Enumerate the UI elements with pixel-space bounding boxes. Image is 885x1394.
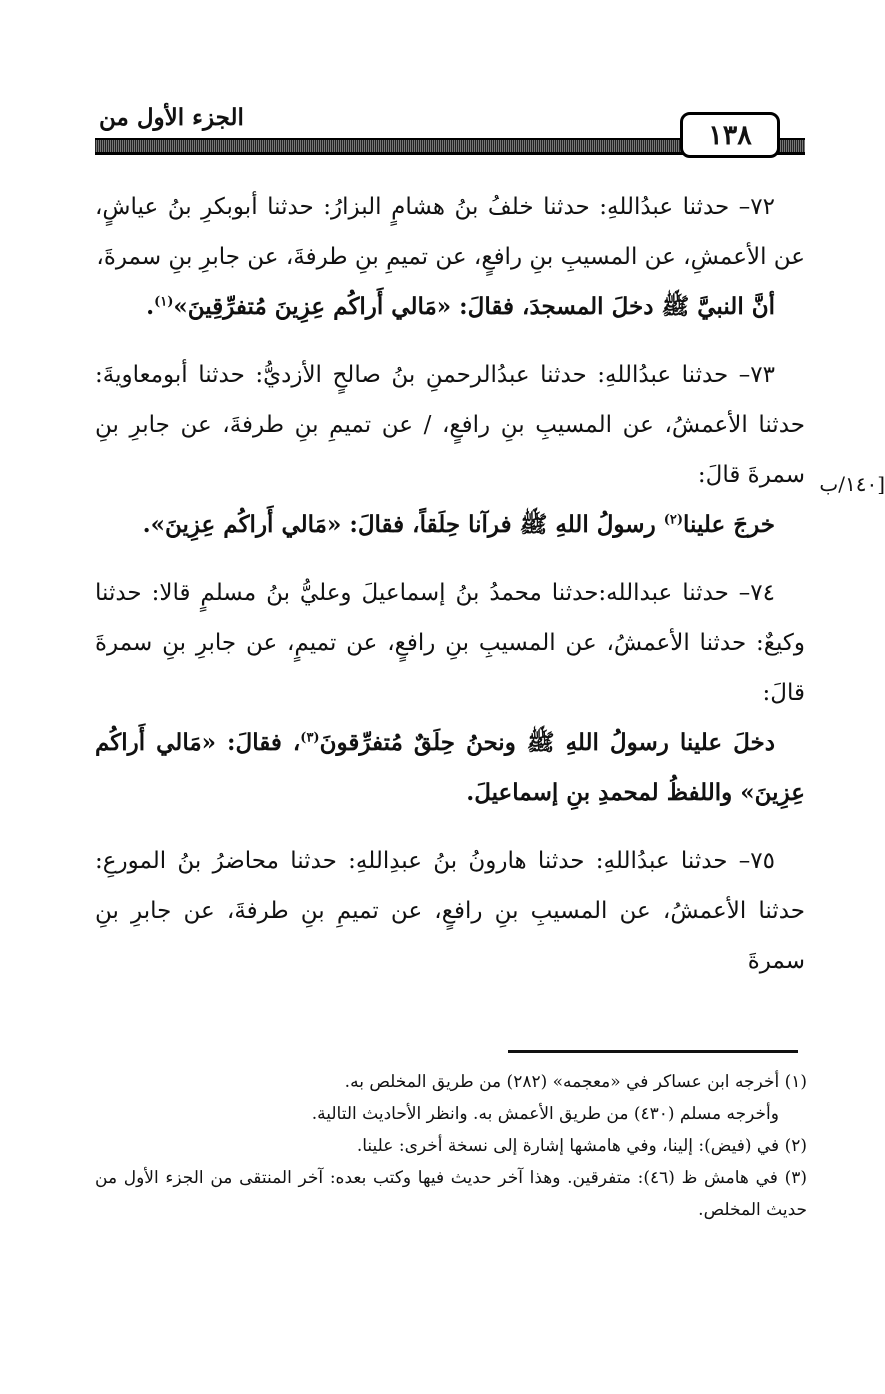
hadith-73-matn [95, 500, 805, 550]
footnote-1-cont: وأخرجه مسلم (٤٣٠) من طريق الأعمش به. وانظر الأحاديث التالية. [311, 1104, 779, 1124]
footnote-separator [508, 1050, 798, 1053]
main-text [95, 182, 805, 1004]
hadith-73-matn-b: رسولُ اللهِ ﷺ فرآنا حِلَقاً، فقالَ: «مَالي أَراكُم عِزِينَ». [142, 511, 656, 538]
footnote-2: (٢) في (فيض): إلينا، وفي هامشها إشارة إلى نسخة أخرى: علينا. [356, 1136, 807, 1156]
footnote-1: (١) أخرجه ابن عساكر في «معجمه» (٢٨٢) من طريق المخلص به. [344, 1072, 807, 1092]
hadith-73-isnad [95, 350, 805, 500]
hadith-73-isnad-b: عن تميمِ بنِ طرفةَ، عن جابرِ بنِ سمرةَ قالَ: [95, 412, 805, 488]
footnote-3: (٣) في هامش ظ (٤٦): متفرقين. وهذا آخر حديث فيها وكتب بعده: آخر المنتقى من الجزء الأول من حديث المخلص. [95, 1168, 807, 1220]
hadith-75 [95, 836, 805, 986]
manuscript-folio-note: ١٤٠/ب] [819, 472, 885, 496]
hadith-72-matn-end: . [146, 293, 155, 320]
hadith-72 [95, 182, 805, 332]
hadith-73-matn-a: خرجَ علينا [683, 511, 775, 538]
hadith-73 [95, 350, 805, 550]
hadith-74-matn [95, 718, 805, 818]
hadith-72-matn [95, 282, 805, 332]
page-number: ١٣٨ [708, 119, 752, 151]
page-header [95, 104, 805, 158]
footnote-ref-1[interactable]: (١) [154, 294, 174, 310]
footnotes [95, 1066, 807, 1226]
hadith-74-matn-b: ، فقالَ: «مَالي أَراكُم عِزِينَ» واللفظُ لمحمدِ بنِ إسماعيلَ. [95, 729, 805, 806]
hadith-75-isnad: ٧٥– حدثنا عبدُاللهِ: حدثنا هارونُ بنُ عبدِاللهِ: حدثنا محاضرُ بنُ المورعِ: حدثنا الأعمشُ، عن المسيبِ بنِ رافعٍ، عن تميمِ بنِ طرفةَ، عن جابرِ بنِ سمرةَ [95, 848, 805, 974]
hadith-74 [95, 568, 805, 818]
hadith-74-matn-a: دخلَ علينا رسولُ اللهِ ﷺ ونحنُ حِلَقٌ مُتفرِّقونَ [319, 729, 775, 756]
hadith-72-isnad: ٧٢– حدثنا عبدُاللهِ: حدثنا خلفُ بنُ هشامٍ البزارُ: حدثنا أبوبكرِ بنُ عياشٍ، عن الأعمشِ، عن المسيبِ بنِ رافعٍ، عن تميمِ بنِ طرفةَ، عن جابرِ بنِ سمرةَ، [95, 194, 805, 270]
running-title: الجزء الأول من [95, 104, 250, 131]
footnote-ref-3[interactable]: (٣) [300, 730, 320, 746]
hadith-72-matn-text: أنَّ النبيَّ ﷺ دخلَ المسجدَ، فقالَ: «مَالي أَراكُم عِزِينَ مُتفرِّقِينَ» [173, 293, 775, 320]
page-number-box [680, 112, 780, 158]
hadith-73-isnad-a: ٧٣– حدثنا عبدُاللهِ: حدثنا عبدُالرحمنِ بنُ صالحٍ الأزديُّ: حدثنا أبومعاويةَ: حدثنا الأعمشُ، عن المسيبِ بنِ رافعٍ، / [95, 362, 805, 438]
footnote-ref-2[interactable]: (٢) [663, 512, 683, 528]
hadith-74-isnad: ٧٤– حدثنا عبدالله:حدثنا محمدُ بنُ إسماعيلَ وعليُّ بنُ مسلمٍ قالا: حدثنا وكيعٌ: حدثنا الأعمشُ، عن المسيبِ بنِ رافعٍ، عن تميمٍ، عن جابرِ بنِ سمرةَ قالَ: [95, 580, 805, 706]
